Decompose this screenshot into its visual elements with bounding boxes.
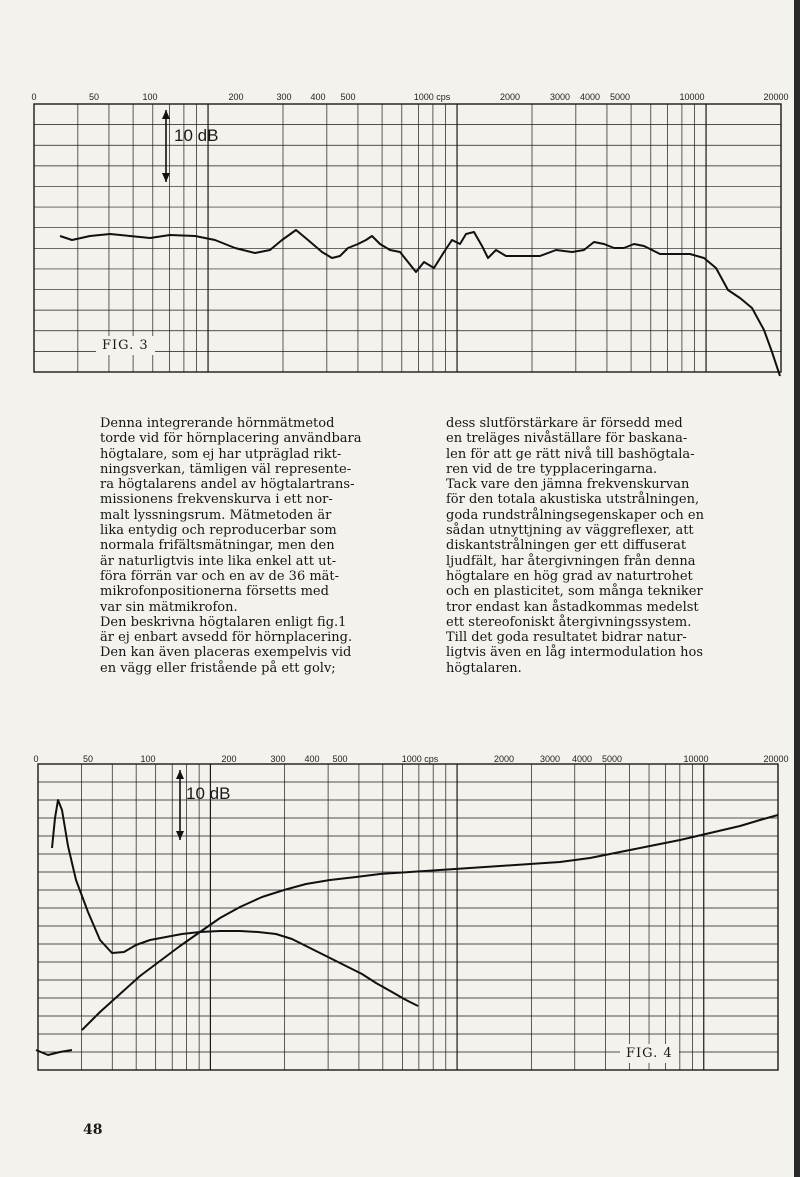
fig3-freq-label: 300 [276,92,292,102]
fig4-freq-label: 100 [140,754,156,764]
fig3-freq-label: 100 [142,92,158,102]
fig4-freq-label: 1000 cps [401,754,439,764]
fig3-caption: FIG. 3 [96,336,155,355]
fig4-freq-label: 300 [270,754,286,764]
fig4-freq-label: 10000 [683,754,709,764]
fig3-freq-label: 10000 [679,92,705,102]
fig4-baseline-mark [36,1050,72,1055]
fig3-freq-label: 20000 [763,92,789,102]
body-text-left-column: Denna integrerande hörnmätmetod torde vid för hörnplacering användbara högtalare, som ej har utpräglad rikt- ningsverkan, tämligen väl represente- ra högtalarens andel av högtalartrans- missionens frekvenskurva i ett nor- malt lyssningsrum. Mätmetoden är lika entydig och reproducerbar som normala frifältsmätningar, men den är naturligtvis inte lika enkel att ut- föra förrän var och en av de 36 mät- mikrofonpositionerna försetts med var sin mätmikrofon. Den beskrivna högtalaren enligt fig.1 är ej enbart avsedd för hörnplacering. Den kan även placeras exempelvis vid en vägg eller fristående på ett golv; [100,416,362,676]
fig4-freq-label: 400 [304,754,320,764]
fig4-caption: FIG. 4 [620,1044,679,1063]
fig3-freq-label: 5000 [609,92,631,102]
fig3-freq-label: 4000 [579,92,601,102]
fig3-db-scale-label: 10 dB [174,126,219,145]
page-number: 48 [83,1122,103,1138]
fig3-freq-label: 400 [310,92,326,102]
fig4-arrow-head-down [176,831,184,840]
body-text-right-column: dess slutförstärkare är försedd med en treläges nivåställare för baskana- len för att ge rätt nivå till bashögtala- ren vid de tre typplaceringarna. Tack vare den jämna frekvenskurvan för den totala akustiska utstrålningen, goda rundstrålningsegenskaper och en sådan utnyttjning av väggreflexer, att diskantstrålningen ger ett diffuserat ljudfält, har återgivningen från denna högtalare en hög grad av naturtrohet och en plasticitet, som många tekniker tror endast kan åstadkommas medelst ett stereofoniskt återgivningssystem. Till det goda resultatet bidrar natur- ligtvis även en låg intermodulation hos högtalaren. [446,416,704,676]
fig4-freq-label: 20000 [763,754,789,764]
fig4-arrow-head-up [176,770,184,779]
fig4-freq-label: 50 [82,754,94,764]
fig3-freq-label: 0 [31,92,37,102]
fig4-freq-label: 200 [221,754,237,764]
fig3-freq-label: 3000 [549,92,571,102]
fig3-freq-label: 50 [88,92,100,102]
fig4-freq-label: 3000 [539,754,561,764]
fig4-frame [38,764,778,1070]
fig4-db-scale-label: 10 dB [186,784,231,803]
fig3-freq-label: 1000 cps [413,92,451,102]
fig4-woofer-curve [52,800,418,1006]
fig3-freq-label: 2000 [499,92,521,102]
fig4-freq-label: 0 [33,754,39,764]
fig4-freq-label: 2000 [493,754,515,764]
fig3-freq-label: 500 [340,92,356,102]
fig4-freq-label: 5000 [601,754,623,764]
fig4-freq-label: 4000 [571,754,593,764]
fig3-freq-label: 200 [228,92,244,102]
fig4-freq-label: 500 [332,754,348,764]
